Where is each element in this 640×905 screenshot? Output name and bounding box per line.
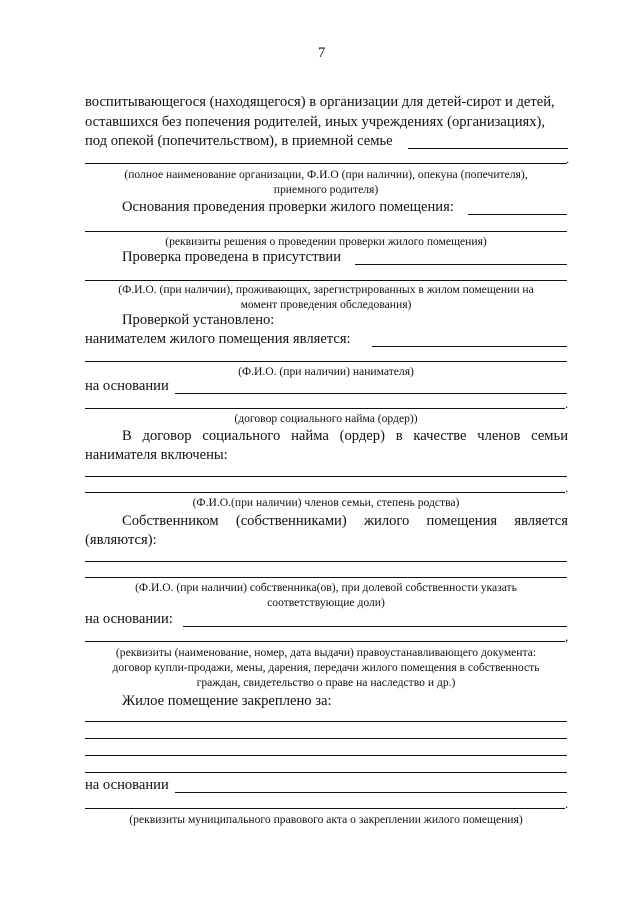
- period: .: [565, 396, 569, 411]
- assigned-label: Жилое помещение закреплено за:: [122, 693, 332, 709]
- owners-field-2[interactable]: [85, 577, 567, 578]
- hint-municipal: (реквизиты муниципального правового акта о закреплении жилого помещения): [129, 813, 523, 826]
- presence-field[interactable]: [355, 264, 567, 265]
- on-basis-label-1: на основании: [85, 378, 169, 394]
- members-field-2[interactable]: [85, 492, 565, 493]
- intro-line-2: оставшихся без попечения родителей, иных учреждениях (организациях),: [85, 114, 546, 130]
- hint-contract: (договор социального найма (ордер)): [234, 412, 418, 425]
- hint-tenant: (Ф.И.О. (при наличии) нанимателя): [238, 365, 414, 378]
- guardian-name-field[interactable]: [85, 163, 567, 164]
- assigned-field-3[interactable]: [85, 755, 567, 756]
- hint-presence-line-2: момент проведения обследования): [240, 298, 412, 311]
- hint-owners-line-1: (Ф.И.О. (при наличии) собственника(ов), при долевой собственности указать: [135, 581, 517, 594]
- inspection-basis-label: Основания проведения проверки жилого помещения:: [122, 199, 454, 215]
- hint-decision: (реквизиты решения о проведении проверки жилого помещения): [165, 235, 487, 248]
- inspection-basis-field-2[interactable]: [85, 231, 567, 232]
- assigned-field-2[interactable]: [85, 738, 567, 739]
- on-basis-label-3: на основании: [85, 777, 169, 793]
- period: .: [565, 480, 569, 495]
- foster-family-field[interactable]: [408, 148, 568, 149]
- hint-title-doc-line-2: договор купли-продажи, мены, дарения, передачи жилого помещения в собственность: [112, 661, 540, 674]
- presence-label: Проверка проведена в присутствии: [122, 249, 341, 265]
- on-basis-field-1[interactable]: [175, 393, 567, 394]
- hint-owners-line-2: соответствующие доли): [267, 596, 385, 609]
- members-field-1[interactable]: [85, 476, 567, 477]
- comma: ,: [565, 629, 569, 644]
- on-basis-field-3b[interactable]: [85, 808, 565, 809]
- period: .: [565, 796, 569, 811]
- inspection-basis-field[interactable]: [468, 214, 567, 215]
- owners-field-1[interactable]: [85, 561, 567, 562]
- page-number: 7: [318, 45, 326, 61]
- hint-presence-line-1: (Ф.И.О. (при наличии), проживающих, зарегистрированных в жилом помещении на: [118, 283, 534, 296]
- owners-line-2: (являются):: [85, 532, 157, 548]
- assigned-field-4[interactable]: [85, 772, 567, 773]
- assigned-field-1[interactable]: [85, 721, 567, 722]
- presence-field-2[interactable]: [85, 280, 567, 281]
- on-basis-field-3[interactable]: [175, 792, 567, 793]
- intro-line-1: воспитывающегося (находящегося) в организации для детей-сирот и детей,: [85, 94, 555, 110]
- hint-title-doc-line-3: граждан, свидетельство о праве на наследство и др.): [196, 676, 456, 689]
- hint-guardian-line-2: приемного родителя): [273, 183, 379, 196]
- on-basis-label-2: на основании:: [85, 611, 173, 627]
- hint-title-doc-line-1: (реквизиты (наименование, номер, дата выдачи) правоустанавливающего документа:: [115, 646, 537, 659]
- tenant-label: нанимателем жилого помещения является:: [85, 331, 351, 347]
- contract-members-line-2: нанимателя включены:: [85, 447, 228, 463]
- owners-line-1: Собственником (собственниками) жилого помещения является: [122, 513, 568, 529]
- tenant-field[interactable]: [372, 346, 567, 347]
- on-basis-field-1b[interactable]: [85, 408, 565, 409]
- contract-members-line-1: В договор социального найма (ордер) в качестве членов семьи: [122, 428, 568, 444]
- established-label: Проверкой установлено:: [122, 312, 275, 328]
- intro-line-3: под опекой (попечительством), в приемной семье: [85, 133, 393, 149]
- period: .: [566, 151, 570, 166]
- hint-members: (Ф.И.О.(при наличии) членов семьи, степень родства): [192, 496, 460, 509]
- on-basis-field-2b[interactable]: [85, 641, 565, 642]
- tenant-field-2[interactable]: [85, 361, 567, 362]
- hint-guardian-line-1: (полное наименование организации, Ф.И.О (при наличии), опекуна (попечителя),: [124, 168, 528, 181]
- on-basis-field-2[interactable]: [183, 626, 567, 627]
